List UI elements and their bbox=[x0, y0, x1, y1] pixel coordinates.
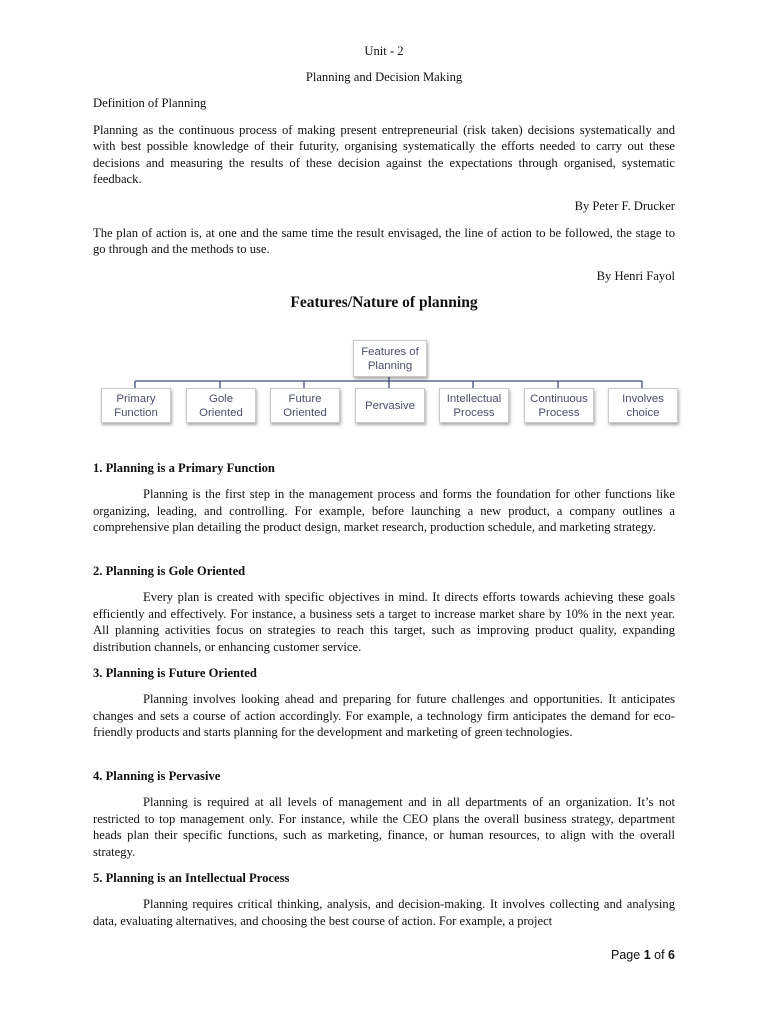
section-primary-function bbox=[93, 460, 675, 536]
features-title: Features/Nature of planning bbox=[290, 294, 478, 311]
diagram-child-box: Intellectual Process bbox=[439, 388, 509, 423]
definition-text-fayol: The plan of action is, at one and the same time the result envisaged, the line of action to be followed, the stage to go through and the methods to use. bbox=[93, 226, 675, 257]
section-body: Planning is the first step in the management process and forms the foundation for other functions like organizing, leading, and controlling. For example, before launching a new product, a company outlines a comprehensive plan detailing the product design, market research, production schedule, and marketing strategy. bbox=[93, 487, 675, 535]
diagram-child-box: Future Oriented bbox=[270, 388, 340, 423]
section-heading: 4. Planning is Pervasive bbox=[93, 769, 221, 783]
page-subtitle: Planning and Decision Making bbox=[305, 70, 463, 84]
page-total: 6 bbox=[668, 948, 675, 962]
section-heading: 1. Planning is a Primary Function bbox=[93, 461, 275, 475]
section-goal-oriented bbox=[93, 563, 675, 655]
section-pervasive bbox=[93, 768, 675, 860]
diagram-child-box: Involves choice bbox=[608, 388, 678, 423]
unit-label: Unit - 2 bbox=[364, 44, 404, 58]
section-body: Planning is required at all levels of management and in all departments of an organization. It’s not restricted to top management only. For instance, while the CEO plans the overall business strategy, department heads plan their specific functions, such as marketing, finance, or human resources, to align with the overall strategy. bbox=[93, 795, 675, 859]
section-heading: 5. Planning is an Intellectual Process bbox=[93, 871, 290, 885]
page-number bbox=[611, 947, 675, 963]
diagram-child-box: Primary Function bbox=[101, 388, 171, 423]
diagram-child-box: Pervasive bbox=[355, 388, 425, 423]
section-body: Planning requires critical thinking, analysis, and decision-making. It involves collecting and analysing data, evaluating alternatives, and choosing the best course of action. For example, a project bbox=[93, 897, 675, 928]
features-diagram bbox=[93, 340, 683, 430]
definition-heading: Definition of Planning bbox=[93, 96, 207, 110]
page-of: of bbox=[654, 948, 665, 962]
page-current: 1 bbox=[643, 948, 651, 962]
section-intellectual-process bbox=[93, 870, 675, 929]
definition-author-fayol: By Henri Fayol bbox=[596, 269, 675, 283]
diagram-child-box: Continuous Process bbox=[524, 388, 594, 423]
diagram-child-box: Gole Oriented bbox=[186, 388, 256, 423]
page-word: Page bbox=[611, 948, 641, 962]
diagram-root-box: Features of Planning bbox=[353, 340, 427, 377]
definition-author-drucker: By Peter F. Drucker bbox=[574, 199, 675, 213]
section-heading: 2. Planning is Gole Oriented bbox=[93, 564, 246, 578]
section-body: Planning involves looking ahead and preparing for future challenges and opportunities. It anticipates changes and sets a course of action accordingly. For example, a technology firm anticipates the demand for eco-friendly products and starts planning for the development and marketing of green technologies. bbox=[93, 692, 675, 740]
section-heading: 3. Planning is Future Oriented bbox=[93, 666, 257, 680]
section-future-oriented bbox=[93, 665, 675, 741]
definition-text-drucker: Planning as the continuous process of making present entrepreneurial (risk taken) decisions systematically and with best possible knowledge of their futurity, organising systematically the efforts needed to carry out these decisions and measuring the results of these decision against the expectations through organised, systematic feedback. bbox=[93, 123, 675, 187]
section-body: Every plan is created with specific objectives in mind. It directs efforts towards achieving these goals efficiently and effectively. For instance, a business sets a target to increase market share by 10% in the next year. All planning activities focus on strategies to reach this target, such as improving product quality, expanding distribution channels, or enhancing customer service. bbox=[93, 590, 675, 654]
